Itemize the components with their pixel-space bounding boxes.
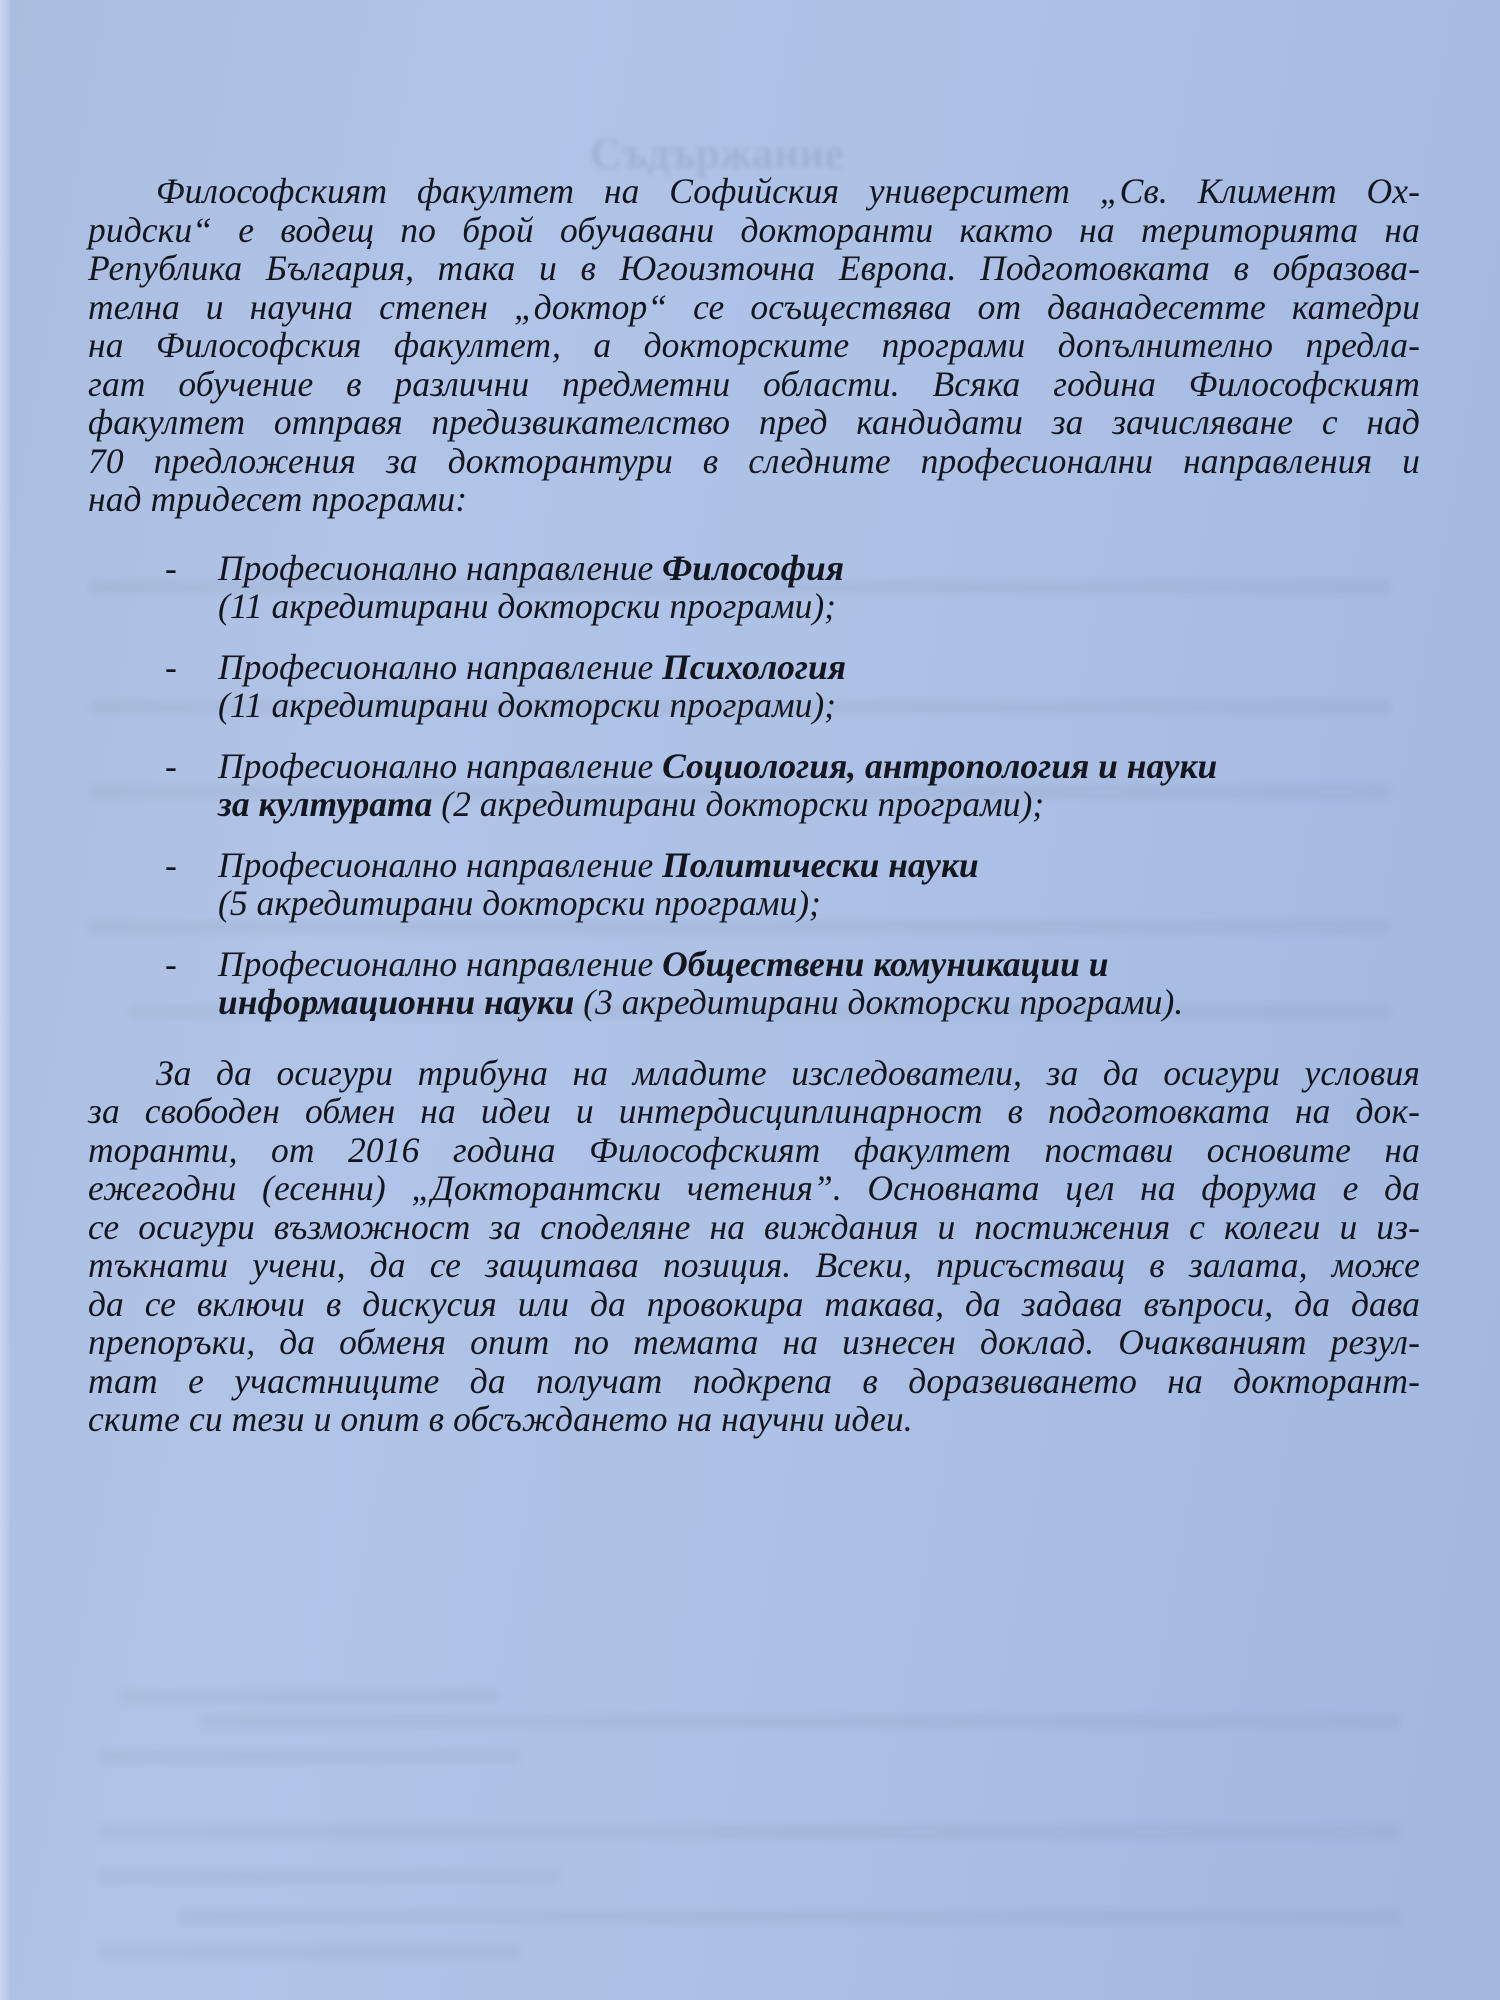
list-item-psychology <box>88 648 1420 725</box>
show-through-line <box>120 1690 500 1704</box>
text-line: на Философския факултет, а докторските програми допълнително предла- <box>88 325 1420 365</box>
text-line: За да осигури трибуна на младите изследователи, за да осигури условия <box>156 1052 1420 1093</box>
list-dash: - <box>165 547 177 588</box>
item-field-name: Психология <box>662 646 847 687</box>
text-line: се осигури възможност за споделяне на виждания и постижения с колеги и из- <box>88 1206 1420 1247</box>
intro-paragraph <box>88 172 1420 519</box>
show-through-line <box>100 1945 520 1959</box>
text-line: препоръки, да обменя опит по темата на изнесен доклад. Очакваният резул- <box>88 1322 1420 1362</box>
item-programs-count: (11 акредитирани докторски програми); <box>218 586 836 626</box>
readings-paragraph <box>88 1054 1420 1439</box>
item-programs-count: (2 акредитирани докторски програми); <box>432 784 1045 824</box>
show-through-line <box>180 1910 1400 1924</box>
list-dash: - <box>165 943 177 984</box>
show-through-line <box>100 1750 520 1764</box>
list-item-political-science <box>88 846 1420 923</box>
list-item-sociology <box>88 747 1420 824</box>
item-prefix: Професионално направление <box>218 943 663 984</box>
list-item-communications <box>88 945 1420 1022</box>
show-through-line <box>200 1715 1400 1729</box>
item-programs-count: (3 акредитирани докторски програми). <box>574 982 1184 1022</box>
item-field-name: Социология, антропология и науки <box>662 745 1218 786</box>
item-programs-count: (5 акредитирани докторски програми); <box>218 883 821 923</box>
item-prefix: Професионално направление <box>218 646 663 687</box>
item-field-name-cont: за културата <box>218 784 433 824</box>
item-field-name: Философия <box>662 547 845 588</box>
item-field-name: Политически науки <box>662 844 979 885</box>
text-line: тъкнати учени, да се защитава позиция. Всеки, присъстващ в залата, може <box>88 1245 1420 1285</box>
text-line: гат обучение в различни предметни области. Всяка година Философският <box>88 363 1420 404</box>
text-line: над тридесет програми: <box>88 479 468 519</box>
text-line: ските си тези и опит в обсъждането на научни идеи. <box>88 1399 913 1439</box>
show-through-line <box>100 1870 560 1884</box>
item-prefix: Професионално направление <box>218 844 663 885</box>
show-through-line <box>100 1825 1400 1839</box>
text-line: торанти, от 2016 година Философският факултет постави основите на <box>88 1129 1420 1170</box>
list-item-philosophy <box>88 549 1420 626</box>
item-prefix: Професионално направление <box>218 547 663 588</box>
item-field-name-cont: информационни науки <box>218 982 575 1022</box>
text-line: телна и научна степен „доктор“ се осъществява от дванадесетте катедри <box>88 286 1420 327</box>
text-line: тат е участниците да получат подкрепа в доразвиването на докторант- <box>88 1360 1420 1401</box>
list-dash: - <box>165 646 177 687</box>
item-programs-count: (11 акредитирани докторски програми); <box>218 685 836 725</box>
text-line: ридски“ е водещ по брой обучавани докторанти както на територията на <box>88 209 1420 250</box>
page-content <box>88 172 1420 1439</box>
text-line: да се включи в дискусия или да провокира такава, да задава въпроси, да дава <box>88 1283 1420 1324</box>
list-dash: - <box>165 844 177 885</box>
page-edge <box>0 0 10 2000</box>
text-line: Република България, така и в Югоизточна Европа. Подготовката в образова- <box>88 248 1420 288</box>
item-field-name: Обществени комуникации и <box>662 943 1109 984</box>
text-line: Философският факултет на Софийския университет „Св. Климент Ох- <box>156 171 1420 211</box>
show-through-heading: Съдържание <box>590 129 844 178</box>
text-line: факултет отправя предизвикателство пред кандидати за зачисляване с над <box>88 402 1420 442</box>
text-line: 70 предложения за докторантури в следните професионални направления и <box>88 440 1420 481</box>
list-dash: - <box>165 745 177 786</box>
item-prefix: Професионално направление <box>218 745 663 786</box>
text-line: ежегодни (есенни) „Докторантски четения”. Основната цел на форума е да <box>88 1168 1420 1208</box>
programs-list <box>88 549 1420 1022</box>
text-line: за свободен обмен на идеи и интердисциплинарност в подготовката на док- <box>88 1091 1420 1131</box>
